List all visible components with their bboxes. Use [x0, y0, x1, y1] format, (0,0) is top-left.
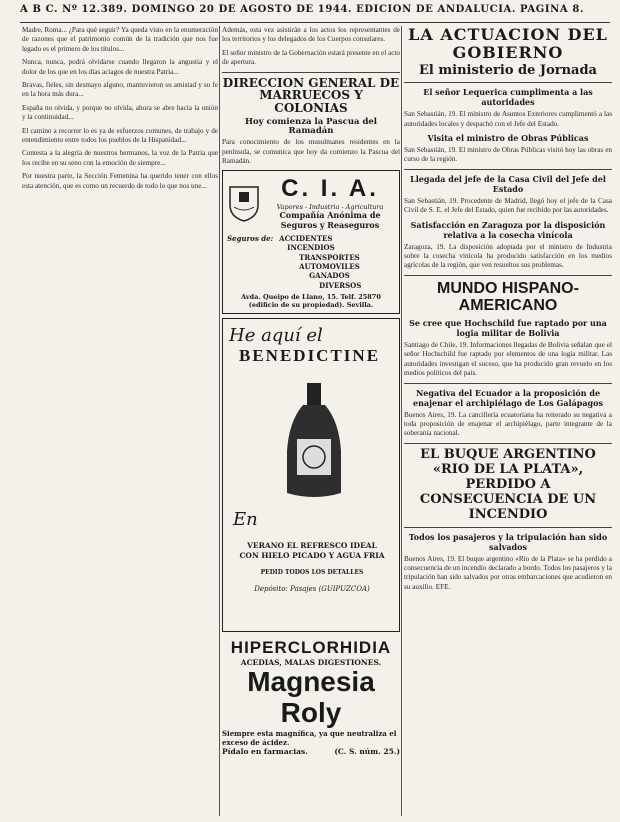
magnesia-footer-right: (C. S. núm. 25.)	[334, 747, 400, 757]
article-paragraph: San Sebastián, 19. El ministro de Asuntos Exteriores cumplimentó a las autoridades locales y despachó con el Jefe del Estado.	[404, 110, 612, 128]
divider	[404, 82, 612, 83]
divider	[404, 275, 612, 276]
cia-title: C. I. A.	[281, 175, 379, 203]
bene-line-3: PEDID TODOS LOS DETALLES	[260, 569, 364, 577]
list-item: GANADOS	[309, 271, 350, 281]
article-paragraph: Buenos Aires, 19. El buque argentino «Río de la Plata» se ha perdido a consecuencia de un incendio declarado a bordo. Todos los pasajeros y la tripulación han sido salvados por otras embarcaciones que acudieron en su auxilio. EFE.	[404, 554, 612, 591]
article-paragraph: San Sebastián, 19. El ministro de Obras Públicas visitó hoy las obras en curso de la región.	[404, 146, 612, 164]
column-divider	[401, 26, 402, 816]
bene-line	[237, 541, 387, 561]
divider	[404, 169, 612, 170]
article-paragraph: Zaragoza, 19. La disposición adoptada por el ministro de Industria sobre la cosecha vinícola ha producido satisfacción en los medios agrícolas de la región, que ven resueltos sus problemas.	[404, 242, 612, 270]
section-headline: DIRECCION GENERAL DE MARRUECOS Y COLONIAS	[222, 75, 400, 115]
article-paragraph: San Sebastián, 19. Procedente de Madrid, llegó hoy el jefe de la Casa Civil de S. E. el Jefe del Estado, quien fue recibido por las autoridades.	[404, 196, 612, 215]
article-paragraph: Madre, Roma... ¿Para qué seguir? Ya queda visto en la enumeración de razones que el patrimonio común de la tradición que nos fue legado es el primero de los títulos...	[22, 26, 218, 53]
hiper-subtitle: ACEDIAS, MALAS DIGESTIONES.	[240, 658, 382, 668]
bene-en: En	[233, 509, 258, 531]
list-item: TRANSPORTES	[299, 252, 360, 262]
shield-icon	[227, 183, 261, 223]
list-item: DIVERSOS	[319, 280, 362, 290]
cia-subtitle: Vapores - Industria - Agricultura	[276, 203, 384, 212]
page-header: A B C. Nº 12.389. DOMINGO 20 DE AGOSTO DE 1944. EDICION DE ANDALUCIA. PAGINA 8.	[20, 4, 610, 23]
article-headline: Visita el ministro de Obras Públicas	[427, 133, 589, 143]
article-paragraph: Además, esta vez asistirán a los actos los representantes de los territorios y los delegados de los Cuerpos consulares.	[222, 26, 400, 44]
article-paragraph: Buenos Aires, 19. La cancillería ecuatoriana ha reiterado su negativa a toda proposición de enajenar el archipiélago, parte integrante de la soberanía nacional.	[404, 410, 612, 438]
column-left	[22, 26, 218, 816]
magnesia-footer-left: Pídalo en farmacias.	[222, 747, 308, 757]
article-paragraph: Nunca, nunca, podrá olvidarse cuando llegaron la angustia y el dolor de los que en los días aciagos de nuestra Patria...	[22, 58, 218, 76]
article-headline: Negativa del Ecuador a la proposición de enajenar el archipiélago de Los Galápagos	[413, 387, 603, 408]
article-headline: Todos los pasajeros y la tripulación han sido salvados	[408, 531, 608, 552]
article-subheadline: Hoy comienza la Pascua del Ramadán	[244, 117, 378, 137]
bene-line-2: CON HIELO PICADO Y AGUA FRIA	[239, 551, 385, 561]
section-headline: MUNDO HISPANO-AMERICANO	[437, 279, 579, 315]
bene-script: He aquí el	[229, 325, 323, 347]
article-paragraph: Por nuestra parte, la Sección Femenina ha querido tener con ellos esta atención, que es como un recuerdo de todo lo que nos une...	[22, 172, 218, 190]
divider	[222, 72, 400, 73]
divider	[404, 443, 612, 444]
article-paragraph: El señor ministro de la Gobernación estará presente en el acto de apertura.	[222, 48, 400, 67]
cia-seguros-label: Seguros de:	[227, 233, 274, 243]
list-item: ACCIDENTES	[279, 233, 333, 243]
list-item: AUTOMOVILES	[299, 261, 360, 271]
benedictine-advertisement	[222, 318, 400, 632]
cia-address: Avda. Queipo de Llano, 15. Telf. 25870 (edificio de su propiedad). Sevilla.	[241, 293, 381, 310]
article-headline: Llegada del jefe de la Casa Civil del Jefe del Estado	[410, 173, 606, 194]
cia-firm: Compañía Anónima de Seguros y Reaseguros	[279, 210, 381, 231]
article-paragraph: Contesta a la alegría de nuestros hermanos, la voz de la Patria que los recibe en su seno con la emoción de siempre...	[22, 149, 218, 167]
bene-line-4: Depósito: Pasajes (GUIPUZCOA)	[254, 585, 370, 594]
bene-line-1: VERANO EL REFRESCO IDEAL	[247, 541, 377, 551]
article-paragraph: Santiago de Chile, 19. Informaciones llegadas de Bolivia señalan que el señor Hochschild fue raptado por elementos de una logia militar. Las autoridades investigan el suceso, que ha producido gran revuelo en los medios políticos del país.	[404, 341, 612, 378]
magnesia-text: Siempre esta magnífica, ya que neutraliza el exceso de ácidez.	[222, 728, 397, 747]
article-paragraph: El camino a recorrer lo es ya de esfuerzos comunes, de trabajo y de entendimiento entre todos los pueblos de la Hispanidad...	[22, 126, 218, 145]
column-right	[404, 26, 612, 816]
article-headline: Se cree que Hochschild fue raptado por una logia militar de Bolivia	[409, 318, 607, 339]
magnesia-advertisement	[222, 638, 400, 756]
cia-advertisement	[222, 170, 400, 314]
list-item: INCENDIOS	[287, 243, 335, 253]
bottle-icon	[279, 381, 349, 501]
cia-insurance-list	[279, 234, 361, 291]
column-middle	[222, 26, 400, 816]
hiper-title: HIPERCLORHIDIA	[230, 638, 392, 658]
magnesia-brand: Magnesia Roly	[247, 666, 375, 729]
divider	[404, 383, 612, 384]
article-headline: El señor Lequerica cumplimenta a las autoridades	[423, 87, 593, 108]
section-subheadline: El ministerio de Jornada	[419, 63, 597, 79]
article-paragraph: España no olvida, y porque no olvida, ahora se abre hacia la unión y la continuidad...	[22, 103, 218, 122]
bene-brand: BENEDICTINE	[239, 346, 381, 366]
article-headline: Satisfacción en Zaragoza por la disposición relativa a la cosecha vinícola	[410, 219, 606, 240]
column-divider	[219, 26, 220, 816]
magnesia-footer	[222, 747, 400, 756]
article-paragraph: Bravas, fieles, sin desmayo alguno, mantuvieron su amistad y su fe en la hora más dura...	[22, 81, 218, 99]
section-headline: LA ACTUACION DEL GOBIERNO	[408, 26, 608, 62]
article-paragraph: Para conocimiento de los musulmanes residentes en la península, se comunica que hoy da comienzo la Pascua del Ramadán.	[222, 138, 400, 166]
section-headline: EL BUQUE ARGENTINO «RIO DE LA PLATA», PERDIDO A CONSECUENCIA DE UN INCENDIO	[419, 446, 597, 522]
divider	[404, 527, 612, 528]
